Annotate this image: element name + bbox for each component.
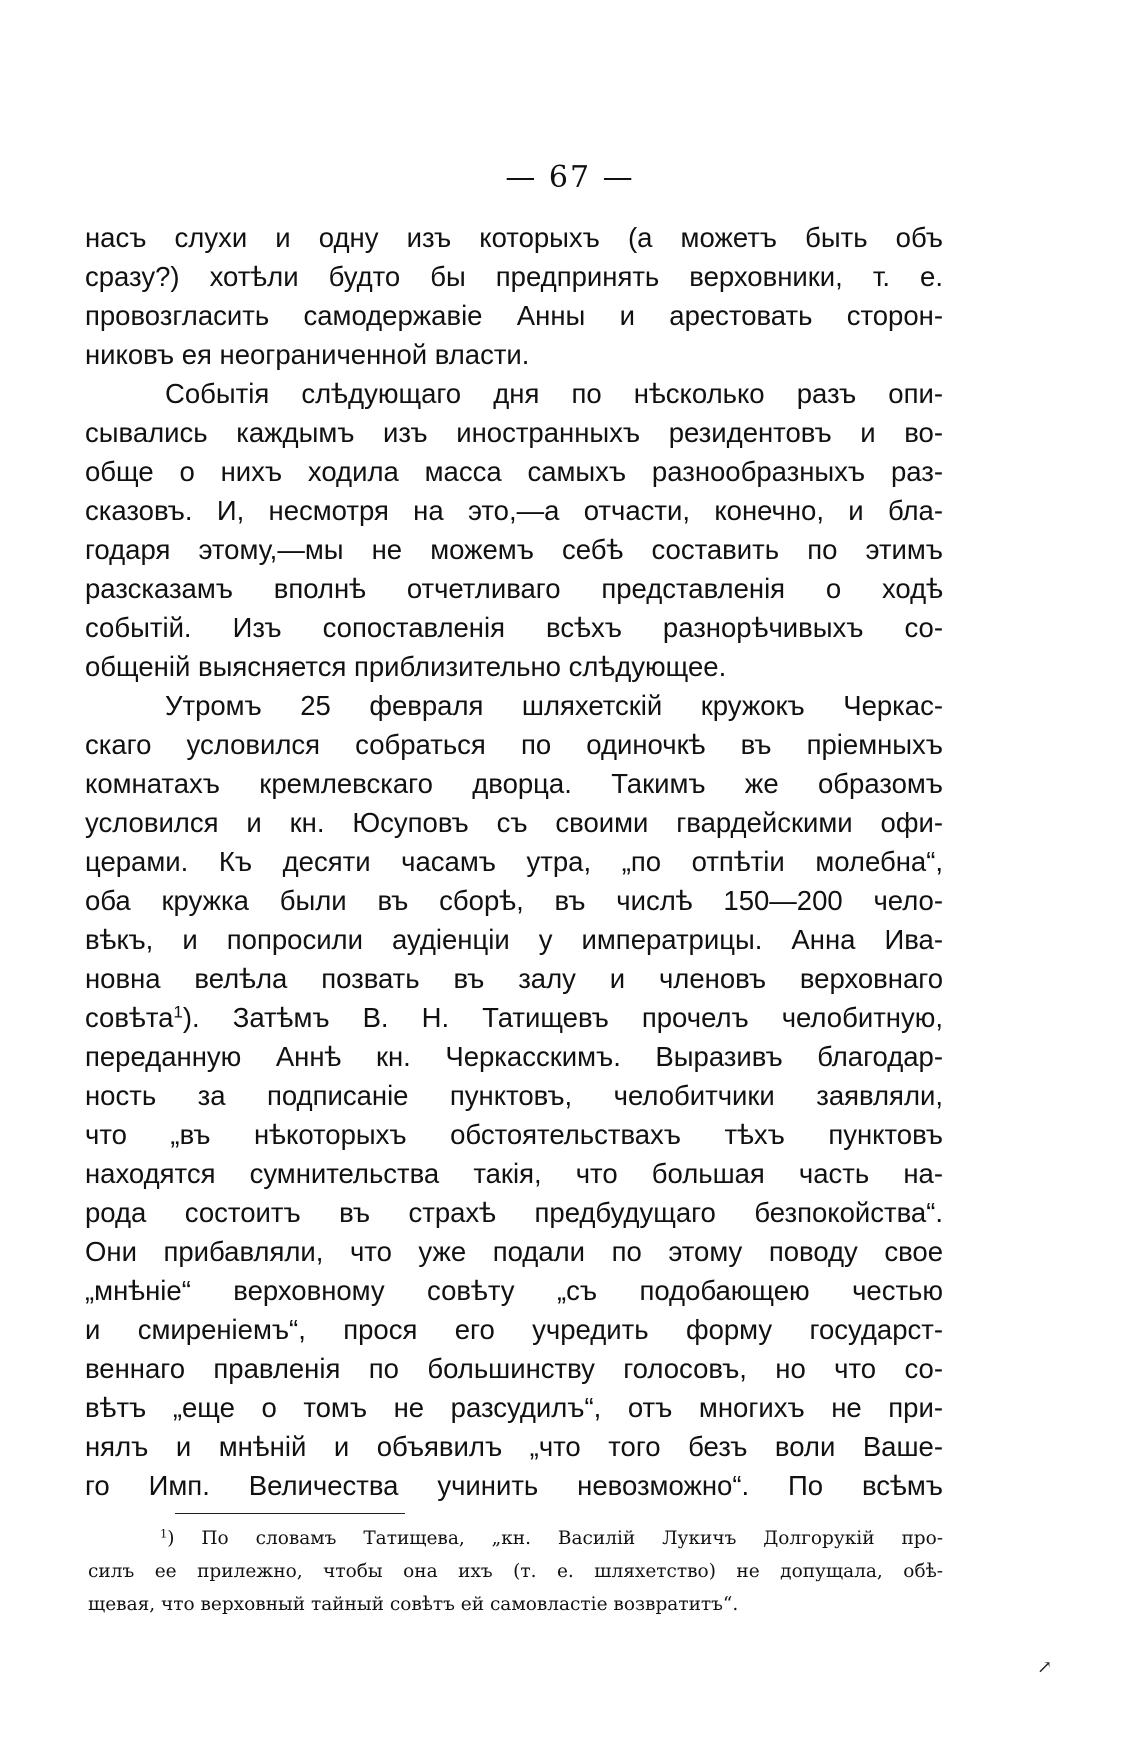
text-line: „мнѣніе“ верховному совѣту „съ подобающею честью xyxy=(85,1275,943,1306)
footnotes xyxy=(88,1522,943,1621)
text-line: нялъ и мнѣній и объявилъ „что того безъ воли Ваше- xyxy=(85,1431,943,1462)
text-line: Событія слѣдующаго дня по нѣсколько разъ опи- xyxy=(165,378,943,409)
footnote-line: силъ ее прилежно, чтобы она ихъ (т. е. шляхетство) не допущала, обѣ- xyxy=(88,1561,943,1582)
text-line: общеній выясняется приблизительно слѣдующее. xyxy=(85,651,727,682)
text-line: сказовъ. И, несмотря на это,—а отчасти, конечно, и бла- xyxy=(85,495,943,526)
text-segment: совѣта xyxy=(85,1002,174,1033)
body-text xyxy=(85,218,943,1505)
text-line: годаря этому,—мы не можемъ себѣ составить по этимъ xyxy=(85,534,943,565)
text-line: сразу?) хотѣли будто бы предпринять верховники, т. е. xyxy=(85,261,943,292)
text-line: ность за подписаніе пунктовъ, челобитчики заявляли, xyxy=(85,1080,943,1111)
text-line: Они прибавляли, что уже подали по этому поводу свое xyxy=(85,1236,943,1267)
text-line: никовъ ея неограниченной власти. xyxy=(85,339,530,370)
text-line: событій. Изъ сопоставленія всѣхъ разнорѣчивыхъ со- xyxy=(85,612,943,643)
footnote-reference: 1 xyxy=(173,1002,183,1022)
text-line: комнатахъ кремлевскаго дворца. Такимъ же образомъ xyxy=(85,768,943,799)
text-line: вѣтъ „еще о томъ не разсудилъ“, отъ многихъ не при- xyxy=(85,1392,943,1423)
text-line: новна велѣла позвать въ залу и членовъ верховнаго xyxy=(85,963,943,994)
text-line xyxy=(85,998,943,1037)
text-line: что „въ нѣкоторыхъ обстоятельствахъ тѣхъ пунктовъ xyxy=(85,1119,943,1150)
text-line: рода состоитъ въ страхѣ предбудущаго безпокойства“. xyxy=(85,1197,943,1228)
text-line: го Имп. Величества учинить невозможно“. По всѣмъ xyxy=(85,1470,943,1501)
footnote-line: щевая, что верховный тайный совѣтъ ей самовластіе возвратитъ“. xyxy=(88,1594,739,1615)
footnote-marker: 1 xyxy=(160,1526,168,1541)
text-line: условился и кн. Юсуповъ съ своими гвардейскими офи- xyxy=(85,807,943,838)
text-line: сывались каждымъ изъ иностранныхъ резидентовъ и во- xyxy=(85,417,943,448)
text-line: переданную Аннѣ кн. Черкасскимъ. Выразивъ благодар- xyxy=(85,1041,943,1072)
text-line: оба кружка были въ сборѣ, въ числѣ 150—200 чело- xyxy=(85,885,943,916)
text-line: провозгласить самодержавіе Анны и арестовать сторон- xyxy=(85,300,943,331)
footnote-divider xyxy=(175,1513,405,1514)
text-segment: ). Затѣмъ В. Н. Татищевъ прочелъ челобитную, xyxy=(182,1002,943,1033)
page-number: — 67 — xyxy=(505,160,635,195)
text-line: церами. Къ десяти часамъ утра, „по отпѣтіи молебна“, xyxy=(85,846,943,877)
text-line: разсказамъ вполнѣ отчетливаго представленія о ходѣ xyxy=(85,573,943,604)
text-line: насъ слухи и одну изъ которыхъ (а можетъ быть объ xyxy=(85,222,943,253)
text-line: обще о нихъ ходила масса самыхъ разнообразныхъ раз- xyxy=(85,456,943,487)
text-segment: ) По словамъ Татищева, „кн. Василій Лукичъ Долгорукій про- xyxy=(167,1528,943,1549)
margin-mark: ↗ xyxy=(1037,1657,1053,1678)
text-line: скаго условился собраться по одиночкѣ въ пріемныхъ xyxy=(85,729,943,760)
text-line: и смиреніемъ“, прося его учредить форму государст- xyxy=(85,1314,943,1345)
footnote-line xyxy=(88,1522,943,1555)
text-line: веннаго правленія по большинству голосовъ, но что со- xyxy=(85,1353,943,1384)
text-line: Утромъ 25 февраля шляхетскій кружокъ Черкас- xyxy=(165,690,943,721)
text-line: вѣкъ, и попросили аудіенціи у императрицы. Анна Ива- xyxy=(85,924,943,955)
text-line: находятся сумнительства такія, что большая часть на- xyxy=(85,1158,943,1189)
